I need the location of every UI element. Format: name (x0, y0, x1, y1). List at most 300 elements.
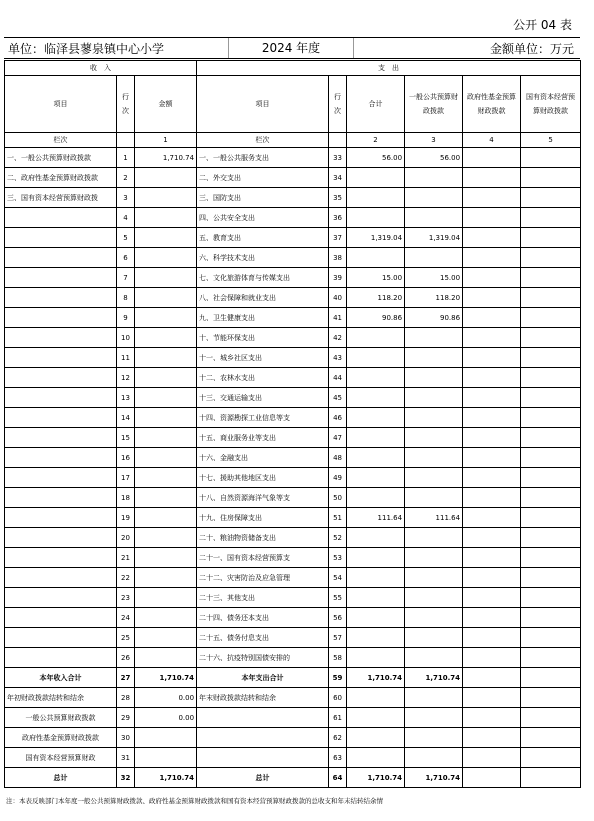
expense-row-no-cell: 41 (329, 308, 347, 328)
expense-state-capital-cell (521, 208, 581, 228)
table-row (5, 208, 581, 228)
expense-general-budget-cell: 111.64 (405, 508, 463, 528)
expense-fund-budget-cell (463, 428, 521, 448)
table-row (5, 668, 581, 688)
table-row (5, 608, 581, 628)
expense-state-capital-cell (521, 288, 581, 308)
income-row-no-cell: 15 (117, 428, 135, 448)
expense-general-budget-cell: 15.00 (405, 268, 463, 288)
expense-item-cell: 十四、资源勘探工业信息等支 (197, 408, 329, 428)
income-amount-cell (135, 368, 197, 388)
income-row-no-cell: 18 (117, 488, 135, 508)
table-row (5, 708, 581, 728)
expense-row-no-cell: 59 (329, 668, 347, 688)
col-item: 项目 (5, 76, 117, 133)
expense-row-no-cell: 48 (329, 448, 347, 468)
subheader-row (5, 133, 581, 148)
income-amount-cell (135, 348, 197, 368)
expense-general-budget-cell: 1,710.74 (405, 668, 463, 688)
sub-blank (117, 133, 135, 148)
expense-row-no-cell: 52 (329, 528, 347, 548)
expense-state-capital-cell (521, 628, 581, 648)
expense-row-no-cell: 53 (329, 548, 347, 568)
expense-total-cell (347, 428, 405, 448)
income-item-cell (5, 428, 117, 448)
income-amount-cell (135, 608, 197, 628)
income-row-no-cell: 6 (117, 248, 135, 268)
expense-item-cell: 二十三、其他支出 (197, 588, 329, 608)
expense-item-cell (197, 748, 329, 768)
expense-row-no-cell: 56 (329, 608, 347, 628)
expense-general-budget-cell (405, 348, 463, 368)
expense-general-budget-cell (405, 748, 463, 768)
budget-table (4, 60, 581, 788)
expense-fund-budget-cell (463, 448, 521, 468)
expense-fund-budget-cell (463, 648, 521, 668)
expense-total-cell (347, 448, 405, 468)
sub-n1: 1 (135, 133, 197, 148)
income-row-no-cell: 28 (117, 688, 135, 708)
expense-item-cell: 六、科学技术支出 (197, 248, 329, 268)
expense-fund-budget-cell (463, 488, 521, 508)
expense-state-capital-cell (521, 308, 581, 328)
expense-general-budget-cell (405, 728, 463, 748)
expense-general-budget-cell (405, 368, 463, 388)
income-row-no-cell: 23 (117, 588, 135, 608)
income-amount-cell (135, 528, 197, 548)
table-note: 注：本表反映部门本年度一般公共预算财政拨款、政府性基金预算财政拨款和国有资本经营预算财政拨款的总收支和年末结转结余情 (6, 797, 383, 805)
column-header-row (5, 76, 581, 133)
table-row (5, 368, 581, 388)
expense-state-capital-cell (521, 148, 581, 168)
income-amount-cell (135, 568, 197, 588)
expense-total-cell (347, 708, 405, 728)
expense-fund-budget-cell (463, 708, 521, 728)
income-item-cell: 国有资本经营预算财政 (5, 748, 117, 768)
expense-row-no-cell: 44 (329, 368, 347, 388)
expense-item-cell: 四、公共安全支出 (197, 208, 329, 228)
income-row-no-cell: 27 (117, 668, 135, 688)
income-row-no-cell: 22 (117, 568, 135, 588)
table-row (5, 228, 581, 248)
expense-row-no-cell: 47 (329, 428, 347, 448)
expense-item-cell: 十六、金融支出 (197, 448, 329, 468)
expense-item-cell: 二十五、债务付息支出 (197, 628, 329, 648)
sub-n4: 4 (463, 133, 521, 148)
expense-general-budget-cell (405, 248, 463, 268)
expense-total-cell (347, 488, 405, 508)
income-row-no-cell: 32 (117, 768, 135, 788)
table-row (5, 268, 581, 288)
income-amount-cell (135, 648, 197, 668)
income-amount-cell (135, 408, 197, 428)
expense-fund-budget-cell (463, 288, 521, 308)
income-row-no-cell: 7 (117, 268, 135, 288)
income-row-no-cell: 25 (117, 628, 135, 648)
expense-total-cell (347, 688, 405, 708)
table-row (5, 148, 581, 168)
expense-total-cell: 1,710.74 (347, 768, 405, 788)
income-amount-cell (135, 508, 197, 528)
expense-general-budget-cell: 1,319.04 (405, 228, 463, 248)
expense-fund-budget-cell (463, 388, 521, 408)
income-item-cell: 政府性基金预算财政拨款 (5, 728, 117, 748)
expense-general-budget-cell: 118.20 (405, 288, 463, 308)
expense-row-no-cell: 42 (329, 328, 347, 348)
expense-fund-budget-cell (463, 728, 521, 748)
expense-row-no-cell: 39 (329, 268, 347, 288)
expense-item-cell (197, 728, 329, 748)
expense-general-budget-cell (405, 188, 463, 208)
expense-row-no-cell: 49 (329, 468, 347, 488)
expense-row-no-cell: 37 (329, 228, 347, 248)
table-row (5, 548, 581, 568)
expense-total-cell (347, 248, 405, 268)
expense-fund-budget-cell (463, 368, 521, 388)
table-row (5, 588, 581, 608)
table-row (5, 488, 581, 508)
income-item-cell (5, 568, 117, 588)
expense-general-budget-cell (405, 528, 463, 548)
table-row (5, 748, 581, 768)
income-amount-cell: 1,710.74 (135, 148, 197, 168)
expense-fund-budget-cell (463, 188, 521, 208)
income-item-cell (5, 448, 117, 468)
expense-general-budget-cell (405, 448, 463, 468)
income-amount-cell (135, 228, 197, 248)
expense-item-cell: 二十四、债务还本支出 (197, 608, 329, 628)
income-amount-cell (135, 548, 197, 568)
expense-total-cell: 15.00 (347, 268, 405, 288)
expense-total-cell (347, 468, 405, 488)
expense-state-capital-cell (521, 668, 581, 688)
income-amount-cell (135, 588, 197, 608)
income-item-cell (5, 268, 117, 288)
income-row-no-cell: 16 (117, 448, 135, 468)
expense-total-cell (347, 648, 405, 668)
expense-fund-budget-cell (463, 228, 521, 248)
expense-row-no-cell: 40 (329, 288, 347, 308)
income-row-no-cell: 29 (117, 708, 135, 728)
expense-general-budget-cell (405, 428, 463, 448)
income-item-cell (5, 648, 117, 668)
expense-state-capital-cell (521, 428, 581, 448)
income-row-no-cell: 17 (117, 468, 135, 488)
income-row-no-cell: 31 (117, 748, 135, 768)
expense-item-cell: 十九、住房保障支出 (197, 508, 329, 528)
expense-state-capital-cell (521, 648, 581, 668)
expense-total-cell (347, 348, 405, 368)
expense-general-budget-cell (405, 408, 463, 428)
expense-item-cell: 总计 (197, 768, 329, 788)
table-row (5, 468, 581, 488)
expense-general-budget-cell (405, 628, 463, 648)
income-amount-cell (135, 428, 197, 448)
table-row (5, 388, 581, 408)
form-tag: 公开 04 表 (513, 18, 572, 32)
expense-general-budget-cell (405, 208, 463, 228)
expense-total-cell: 90.86 (347, 308, 405, 328)
expense-total-cell (347, 168, 405, 188)
expense-state-capital-cell (521, 588, 581, 608)
expense-state-capital-cell (521, 508, 581, 528)
expense-row-no-cell: 58 (329, 648, 347, 668)
expense-state-capital-cell (521, 608, 581, 628)
expense-fund-budget-cell (463, 468, 521, 488)
year-label: 2024 年度 (228, 38, 354, 58)
income-row-no-cell: 20 (117, 528, 135, 548)
expense-state-capital-cell (521, 548, 581, 568)
income-row-no-cell: 19 (117, 508, 135, 528)
income-amount-cell (135, 728, 197, 748)
expense-state-capital-cell (521, 168, 581, 188)
col-state-capital: 国有资本经营预算财政拨款 (521, 76, 581, 133)
expense-item-cell: 十七、援助其他地区支出 (197, 468, 329, 488)
expense-item-cell: 二十一、国有资本经营预算支 (197, 548, 329, 568)
sub-label-2: 栏次 (197, 133, 329, 148)
income-amount-cell: 0.00 (135, 688, 197, 708)
expense-state-capital-cell (521, 468, 581, 488)
expense-general-budget-cell (405, 468, 463, 488)
income-item-cell (5, 588, 117, 608)
expense-row-no-cell: 38 (329, 248, 347, 268)
income-amount-cell (135, 748, 197, 768)
income-amount-cell (135, 448, 197, 468)
income-row-no-cell: 11 (117, 348, 135, 368)
expense-item-cell: 一、一般公共服务支出 (197, 148, 329, 168)
expense-total-cell (347, 748, 405, 768)
expense-general-budget-cell (405, 328, 463, 348)
expense-state-capital-cell (521, 688, 581, 708)
income-item-cell (5, 248, 117, 268)
expense-item-cell: 八、社会保障和就业支出 (197, 288, 329, 308)
expense-state-capital-cell (521, 388, 581, 408)
income-row-no-cell: 2 (117, 168, 135, 188)
expense-fund-budget-cell (463, 548, 521, 568)
income-amount-cell (135, 288, 197, 308)
col-amount: 金额 (135, 76, 197, 133)
expense-row-no-cell: 34 (329, 168, 347, 188)
expense-item-cell (197, 708, 329, 728)
income-item-cell (5, 608, 117, 628)
col-general-budget: 一般公共预算财政拨款 (405, 76, 463, 133)
expense-row-no-cell: 64 (329, 768, 347, 788)
expense-general-budget-cell (405, 708, 463, 728)
report-header (4, 37, 580, 59)
expense-row-no-cell: 46 (329, 408, 347, 428)
income-item-cell: 总计 (5, 768, 117, 788)
expense-state-capital-cell (521, 768, 581, 788)
income-row-no-cell: 1 (117, 148, 135, 168)
expense-state-capital-cell (521, 348, 581, 368)
expense-state-capital-cell (521, 748, 581, 768)
expense-row-no-cell: 35 (329, 188, 347, 208)
expense-general-budget-cell (405, 548, 463, 568)
expense-total-cell (347, 408, 405, 428)
expense-total-cell: 118.20 (347, 288, 405, 308)
expense-item-cell: 五、教育支出 (197, 228, 329, 248)
expense-fund-budget-cell (463, 308, 521, 328)
expense-total-cell (347, 728, 405, 748)
expense-fund-budget-cell (463, 328, 521, 348)
income-item-cell (5, 548, 117, 568)
expense-item-cell: 本年支出合计 (197, 668, 329, 688)
income-item-cell (5, 468, 117, 488)
income-row-no-cell: 3 (117, 188, 135, 208)
income-item-cell (5, 528, 117, 548)
expense-fund-budget-cell (463, 208, 521, 228)
income-amount-cell (135, 248, 197, 268)
expense-item-cell: 二十二、灾害防治及应急管理 (197, 568, 329, 588)
expense-fund-budget-cell (463, 408, 521, 428)
income-row-no-cell: 4 (117, 208, 135, 228)
expense-row-no-cell: 43 (329, 348, 347, 368)
expense-row-no-cell: 54 (329, 568, 347, 588)
expense-item-cell: 七、文化旅游体育与传媒支出 (197, 268, 329, 288)
income-row-no-cell: 8 (117, 288, 135, 308)
expense-state-capital-cell (521, 268, 581, 288)
income-amount-cell (135, 488, 197, 508)
sub-label: 栏次 (5, 133, 117, 148)
expense-state-capital-cell (521, 728, 581, 748)
table-row (5, 448, 581, 468)
income-item-cell (5, 208, 117, 228)
income-amount-cell: 1,710.74 (135, 668, 197, 688)
expense-fund-budget-cell (463, 528, 521, 548)
expense-item-cell: 十五、商业服务业等支出 (197, 428, 329, 448)
unit-label: 单位：临泽县蓼泉镇中心小学 (8, 42, 165, 56)
expense-fund-budget-cell (463, 688, 521, 708)
income-amount-cell (135, 328, 197, 348)
expense-row-no-cell: 51 (329, 508, 347, 528)
expense-general-budget-cell: 56.00 (405, 148, 463, 168)
table-row (5, 308, 581, 328)
expense-fund-budget-cell (463, 568, 521, 588)
table-row (5, 728, 581, 748)
expense-general-budget-cell (405, 608, 463, 628)
sub-n5: 5 (521, 133, 581, 148)
table-row (5, 248, 581, 268)
expense-total-cell (347, 568, 405, 588)
income-row-no-cell: 13 (117, 388, 135, 408)
income-amount-cell (135, 628, 197, 648)
income-row-no-cell: 5 (117, 228, 135, 248)
income-item-cell (5, 388, 117, 408)
expense-total-cell: 1,319.04 (347, 228, 405, 248)
income-amount-cell (135, 468, 197, 488)
income-item-cell: 三、国有资本经营预算财政拨 (5, 188, 117, 208)
expense-row-no-cell: 61 (329, 708, 347, 728)
expense-total-cell: 56.00 (347, 148, 405, 168)
expense-item-cell: 十二、农林水支出 (197, 368, 329, 388)
table-row (5, 508, 581, 528)
expense-fund-budget-cell (463, 608, 521, 628)
expense-item-cell: 年末财政拨款结转和结余 (197, 688, 329, 708)
income-item-cell: 年初财政拨款结转和结余 (5, 688, 117, 708)
expense-item-cell: 十一、城乡社区支出 (197, 348, 329, 368)
expense-total-cell (347, 608, 405, 628)
expense-total-cell (347, 528, 405, 548)
expense-general-budget-cell (405, 388, 463, 408)
income-amount-cell (135, 268, 197, 288)
expense-state-capital-cell (521, 448, 581, 468)
expense-total-cell (347, 388, 405, 408)
income-item-cell (5, 328, 117, 348)
table-row (5, 408, 581, 428)
expense-state-capital-cell (521, 488, 581, 508)
expense-total-cell: 1,710.74 (347, 668, 405, 688)
table-row (5, 288, 581, 308)
expense-fund-budget-cell (463, 508, 521, 528)
expense-fund-budget-cell (463, 348, 521, 368)
expense-item-cell: 三、国防支出 (197, 188, 329, 208)
expense-general-budget-cell (405, 568, 463, 588)
income-item-cell (5, 348, 117, 368)
expense-total-cell: 111.64 (347, 508, 405, 528)
section-header-row (5, 61, 581, 76)
table-row (5, 628, 581, 648)
money-unit-label: 金额单位：万元 (489, 42, 574, 56)
col-total: 合计 (347, 76, 405, 133)
expense-general-budget-cell (405, 588, 463, 608)
sub-n2: 2 (347, 133, 405, 148)
expense-item-cell: 二十六、抗疫特别国债安排的 (197, 648, 329, 668)
expense-total-cell (347, 588, 405, 608)
expense-fund-budget-cell (463, 628, 521, 648)
expense-fund-budget-cell (463, 668, 521, 688)
income-row-no-cell: 14 (117, 408, 135, 428)
income-item-cell (5, 368, 117, 388)
income-item-cell: 二、政府性基金预算财政拨款 (5, 168, 117, 188)
expense-total-cell (347, 328, 405, 348)
income-amount-cell (135, 208, 197, 228)
expense-general-budget-cell (405, 488, 463, 508)
income-item-cell (5, 508, 117, 528)
expense-row-no-cell: 57 (329, 628, 347, 648)
expense-fund-budget-cell (463, 168, 521, 188)
income-amount-cell (135, 388, 197, 408)
table-row (5, 568, 581, 588)
table-row (5, 328, 581, 348)
table-row (5, 168, 581, 188)
expense-section-title: 支 出 (197, 61, 581, 76)
income-row-no-cell: 21 (117, 548, 135, 568)
table-row (5, 348, 581, 368)
expense-general-budget-cell: 90.86 (405, 308, 463, 328)
expense-fund-budget-cell (463, 268, 521, 288)
expense-row-no-cell: 60 (329, 688, 347, 708)
expense-state-capital-cell (521, 248, 581, 268)
expense-general-budget-cell (405, 688, 463, 708)
income-section-title: 收 入 (5, 61, 197, 76)
col-item-2: 项目 (197, 76, 329, 133)
income-item-cell (5, 628, 117, 648)
col-fund-budget: 政府性基金预算财政拨款 (463, 76, 521, 133)
expense-fund-budget-cell (463, 148, 521, 168)
expense-general-budget-cell (405, 168, 463, 188)
expense-fund-budget-cell (463, 768, 521, 788)
expense-fund-budget-cell (463, 248, 521, 268)
income-amount-cell: 0.00 (135, 708, 197, 728)
income-amount-cell (135, 188, 197, 208)
income-row-no-cell: 30 (117, 728, 135, 748)
income-row-no-cell: 24 (117, 608, 135, 628)
income-item-cell (5, 228, 117, 248)
expense-state-capital-cell (521, 568, 581, 588)
income-item-cell (5, 308, 117, 328)
col-row-no-2: 行次 (329, 76, 347, 133)
income-row-no-cell: 9 (117, 308, 135, 328)
